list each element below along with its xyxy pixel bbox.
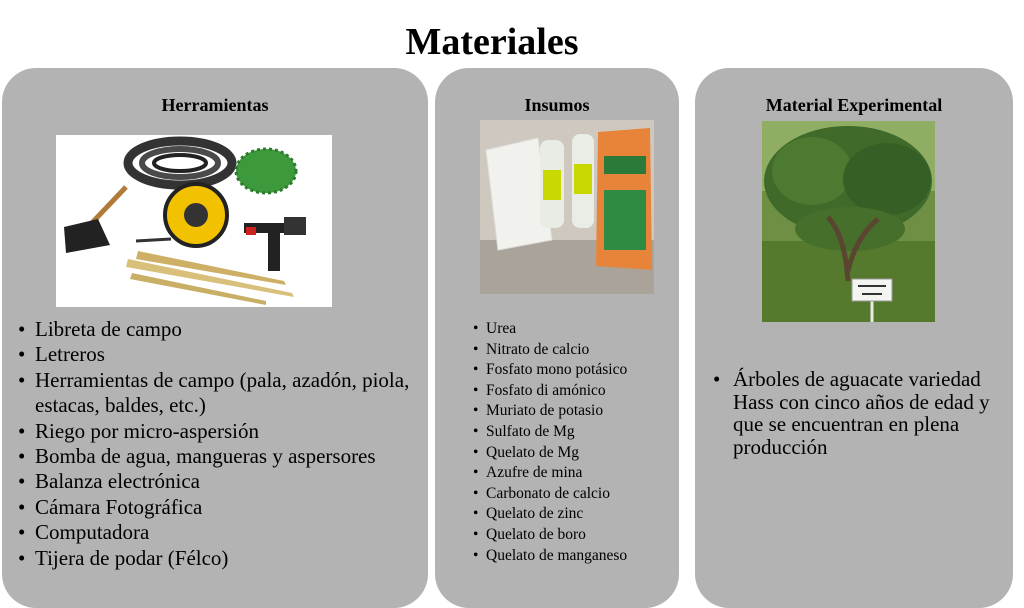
list-item: • Quelato de manganeso (473, 546, 673, 567)
list-item: • Árboles de aguacate variedad Hass con cinco años de edad y que se encuentran en plena producción (713, 368, 1003, 458)
list-item: • Herramientas de campo (pala, azadón, piola, estacas, baldes, etc.) (18, 368, 418, 419)
material-experimental-list (713, 368, 1003, 458)
list-item: • Quelato de boro (473, 525, 673, 546)
avocado-tree-photo (762, 121, 935, 322)
list-item: • Carbonato de calcio (473, 484, 673, 505)
list-item: • Fosfato mono potásico (473, 360, 673, 381)
herramientas-list (18, 317, 418, 571)
list-item: • Riego por micro-aspersión (18, 419, 418, 444)
card-heading: Insumos (524, 95, 590, 115)
list-item: • Computadora (18, 520, 418, 545)
fertilizer-photo (480, 120, 654, 294)
card-insumos (435, 68, 679, 608)
tools-photo (56, 135, 332, 307)
list-item: • Bomba de agua, mangueras y aspersores (18, 444, 418, 469)
card-heading: Material Experimental (765, 95, 943, 115)
list-item: • Nitrato de calcio (473, 340, 673, 361)
list-item: • Muriato de potasio (473, 401, 673, 422)
slide-title: Materiales (405, 21, 579, 63)
list-item: • Sulfato de Mg (473, 422, 673, 443)
card-material-experimental (695, 68, 1013, 608)
insumos-list (473, 319, 673, 566)
list-item: • Fosfato di amónico (473, 381, 673, 402)
card-herramientas (2, 68, 428, 608)
list-item: • Cámara Fotográfica (18, 495, 418, 520)
list-item: • Quelato de Mg (473, 443, 673, 464)
card-heading: Herramientas (161, 95, 269, 115)
list-item: • Tijera de podar (Félco) (18, 546, 418, 571)
list-item: • Urea (473, 319, 673, 340)
list-item: • Azufre de mina (473, 463, 673, 484)
list-item: • Libreta de campo (18, 317, 418, 342)
list-item: • Letreros (18, 342, 418, 367)
list-item: • Quelato de zinc (473, 504, 673, 525)
list-item: • Balanza electrónica (18, 469, 418, 494)
